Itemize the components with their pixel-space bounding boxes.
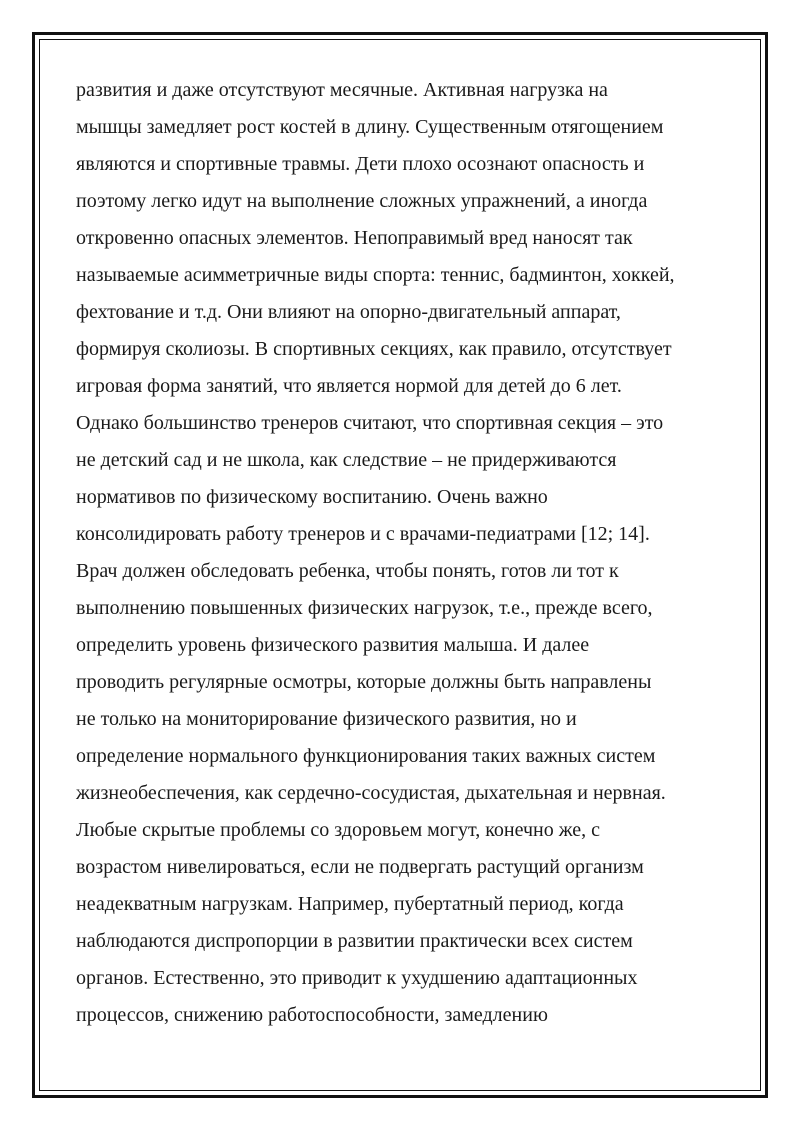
text-line: неадекватным нагрузкам. Например, пубертатный период, когда (76, 893, 624, 915)
text-line: жизнеобеспечения, как сердечно-сосудистая, дыхательная и нервная. (76, 782, 666, 804)
text-line: не детский сад и не школа, как следствие – не придерживаются (76, 449, 617, 471)
text-line: формируя сколиозы. В спортивных секциях, как правило, отсутствует (76, 338, 672, 360)
text-line: игровая форма занятий, что является нормой для детей до 6 лет. (76, 375, 622, 397)
text-line: определение нормального функционирования таких важных систем (76, 745, 656, 767)
text-line: откровенно опасных элементов. Непоправимый вред наносят так (76, 227, 633, 249)
text-line: развития и даже отсутствуют месячные. Активная нагрузка на (76, 79, 608, 101)
text-line: возрастом нивелироваться, если не подвергать растущий организм (76, 856, 644, 878)
text-line: Врач должен обследовать ребенка, чтобы понять, готов ли тот к (76, 560, 619, 582)
text-line: поэтому легко идут на выполнение сложных упражнений, а иногда (76, 190, 648, 212)
text-line: определить уровень физического развития малыша. И далее (76, 634, 590, 656)
text-line: фехтование и т.д. Они влияют на опорно-двигательный аппарат, (76, 301, 621, 323)
text-line: Однако большинство тренеров считают, что спортивная секция – это (76, 412, 664, 434)
text-line: не только на мониторирование физического развития, но и (76, 708, 577, 730)
text-line: нормативов по физическому воспитанию. Очень важно (76, 486, 548, 508)
text-line: наблюдаются диспропорции в развитии практически всех систем (76, 930, 633, 952)
text-line: Любые скрытые проблемы со здоровьем могут, конечно же, с (76, 819, 601, 841)
text-line: проводить регулярные осмотры, которые должны быть направлены (76, 671, 652, 693)
text-line: являются и спортивные травмы. Дети плохо осознают опасность и (76, 153, 645, 175)
text-line: консолидировать работу тренеров и с врачами-педиатрами [12; 14]. (76, 523, 650, 545)
text-line: называемые асимметричные виды спорта: теннис, бадминтон, хоккей, (76, 264, 675, 286)
text-line: выполнению повышенных физических нагрузок, т.е., прежде всего, (76, 597, 653, 619)
text-line: процессов, снижению работоспособности, замедлению (76, 1004, 548, 1026)
text-line: мышцы замедляет рост костей в длину. Существенным отягощением (76, 116, 664, 138)
text-line: органов. Естественно, это приводит к ухудшению адаптационных (76, 967, 638, 989)
body-text (76, 72, 736, 1034)
